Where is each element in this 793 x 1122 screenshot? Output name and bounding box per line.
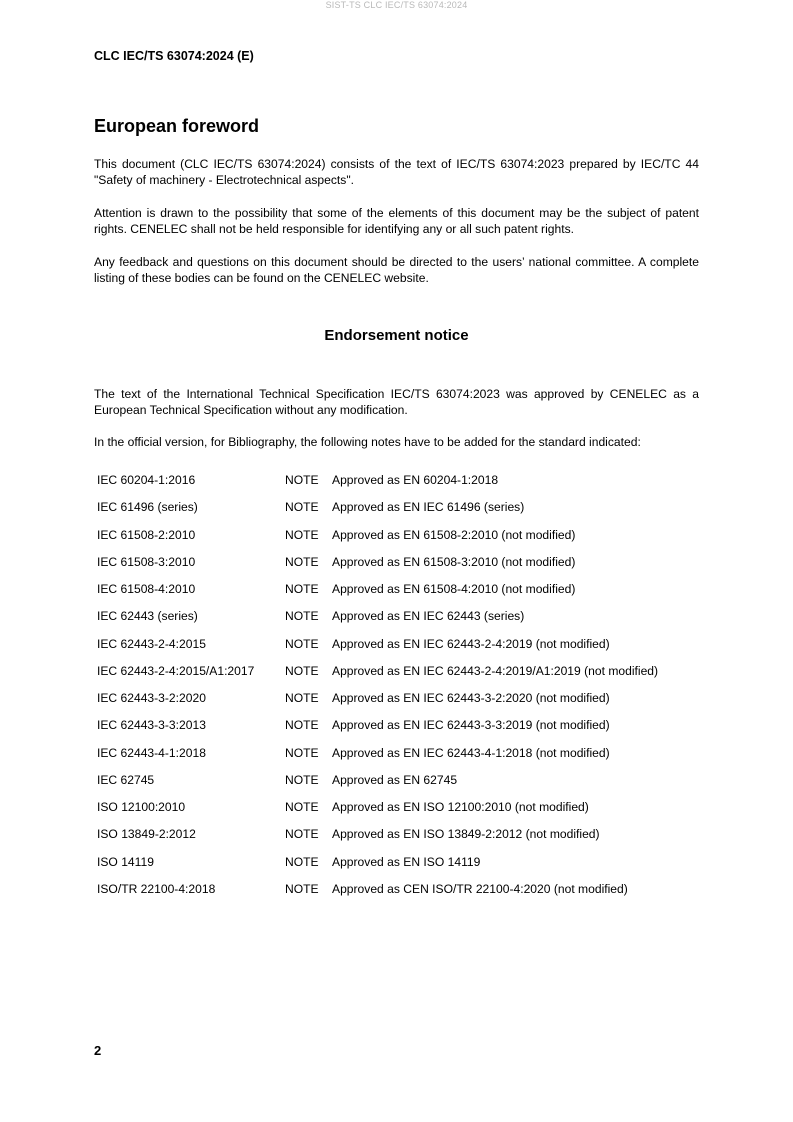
bibliography-notes-list [97, 472, 658, 908]
note-standard: IEC 62443-2-4:2015/A1:2017 [97, 663, 255, 678]
note-label: NOTE [285, 827, 319, 842]
note-row [97, 472, 658, 499]
note-label: NOTE [285, 881, 319, 896]
note-text: Approved as EN 62745 [332, 772, 458, 787]
note-standard: ISO 12100:2010 [97, 800, 186, 814]
note-standard: IEC 62443-2-4:2015 [97, 636, 206, 651]
note-label: NOTE [285, 554, 319, 569]
note-standard: IEC 60204-1:2016 [97, 473, 196, 487]
note-standard: IEC 61496 (series) [97, 500, 198, 515]
note-row [97, 772, 658, 799]
note-label: NOTE [285, 854, 319, 869]
note-text: Approved as EN 61508-3:2010 (not modified) [332, 554, 576, 569]
note-text: Approved as CEN ISO/TR 22100-4:2020 (not modified) [332, 881, 628, 896]
note-standard: IEC 62443 (series) [97, 609, 198, 624]
note-row [97, 527, 658, 554]
note-text: Approved as EN IEC 62443-3-3:2019 (not modified) [332, 718, 610, 733]
note-row [97, 663, 658, 690]
note-row [97, 636, 658, 663]
note-row [97, 608, 658, 635]
note-text: Approved as EN 60204-1:2018 [332, 473, 499, 487]
note-standard: IEC 62443-4-1:2018 [97, 745, 206, 760]
note-label: NOTE [285, 772, 319, 787]
note-label: NOTE [285, 663, 319, 678]
note-row [97, 799, 658, 826]
note-standard: IEC 61508-3:2010 [97, 554, 196, 569]
note-standard: IEC 61508-4:2010 [97, 582, 196, 596]
note-text: Approved as EN IEC 62443-3-2:2020 (not modified) [332, 691, 610, 705]
note-row [97, 690, 658, 717]
note-standard: ISO 14119 [97, 854, 154, 869]
note-standard: IEC 62745 [97, 772, 155, 787]
note-text: Approved as EN 61508-2:2010 (not modified) [332, 527, 576, 542]
foreword-paragraph-3: Any feedback and questions on this document should be directed to the users’ national committee. A complete listing of these bodies can be found on the CENELEC website. [94, 255, 699, 285]
note-row [97, 745, 658, 772]
note-label: NOTE [285, 500, 319, 515]
note-row [97, 554, 658, 581]
note-label: NOTE [285, 691, 319, 705]
note-text: Approved as EN IEC 62443-2-4:2019/A1:2019 (not modified) [332, 663, 659, 678]
endorsement-paragraph-1: The text of the International Technical Specification IEC/TS 63074:2023 was approved by CENELEC as a European Technical Specification without any modification. [94, 387, 699, 417]
note-text: Approved as EN ISO 13849-2:2012 (not modified) [332, 827, 600, 842]
foreword-paragraph-1: This document (CLC IEC/TS 63074:2024) consists of the text of IEC/TS 63074:2023 prepared by IEC/TC 44 "Safety of machinery - Electrotechnical aspects". [94, 157, 699, 187]
note-row [97, 581, 658, 608]
page-number: 2 [94, 1043, 102, 1058]
note-standard: ISO 13849-2:2012 [97, 827, 196, 842]
note-text: Approved as EN IEC 61496 (series) [332, 500, 525, 515]
note-row [97, 854, 658, 881]
note-text: Approved as EN IEC 62443-4-1:2018 (not modified) [332, 745, 610, 760]
note-text: Approved as EN IEC 62443-2-4:2019 (not modified) [332, 636, 610, 651]
note-row [97, 881, 658, 908]
note-label: NOTE [285, 636, 319, 651]
note-label: NOTE [285, 473, 319, 487]
endorsement-title: Endorsement notice [324, 327, 469, 344]
note-row [97, 826, 658, 853]
note-label: NOTE [285, 609, 319, 624]
note-label: NOTE [285, 527, 319, 542]
watermark: SIST-TS CLC IEC/TS 63074:2024 [325, 0, 468, 10]
note-text: Approved as EN IEC 62443 (series) [332, 609, 525, 624]
note-text: Approved as EN 61508-4:2010 (not modified) [332, 582, 576, 596]
note-label: NOTE [285, 582, 319, 596]
endorsement-paragraph-2: In the official version, for Bibliography, the following notes have to be added for the standard indicated: [94, 435, 641, 449]
note-text: Approved as EN ISO 12100:2010 (not modified) [332, 800, 589, 814]
note-standard: IEC 61508-2:2010 [97, 527, 196, 542]
foreword-paragraph-2: Attention is drawn to the possibility that some of the elements of this document may be the subject of patent rights. CENELEC shall not be held responsible for identifying any or all such patent rights. [94, 206, 699, 236]
note-standard: IEC 62443-3-3:2013 [97, 718, 206, 733]
note-row [97, 499, 658, 526]
document-id: CLC IEC/TS 63074:2024 (E) [94, 49, 254, 63]
note-row [97, 717, 658, 744]
note-label: NOTE [285, 745, 319, 760]
foreword-title: European foreword [94, 116, 260, 136]
note-standard: IEC 62443-3-2:2020 [97, 691, 206, 705]
note-text: Approved as EN ISO 14119 [332, 854, 481, 869]
note-label: NOTE [285, 718, 319, 733]
note-standard: ISO/TR 22100-4:2018 [97, 881, 216, 896]
note-label: NOTE [285, 800, 319, 814]
